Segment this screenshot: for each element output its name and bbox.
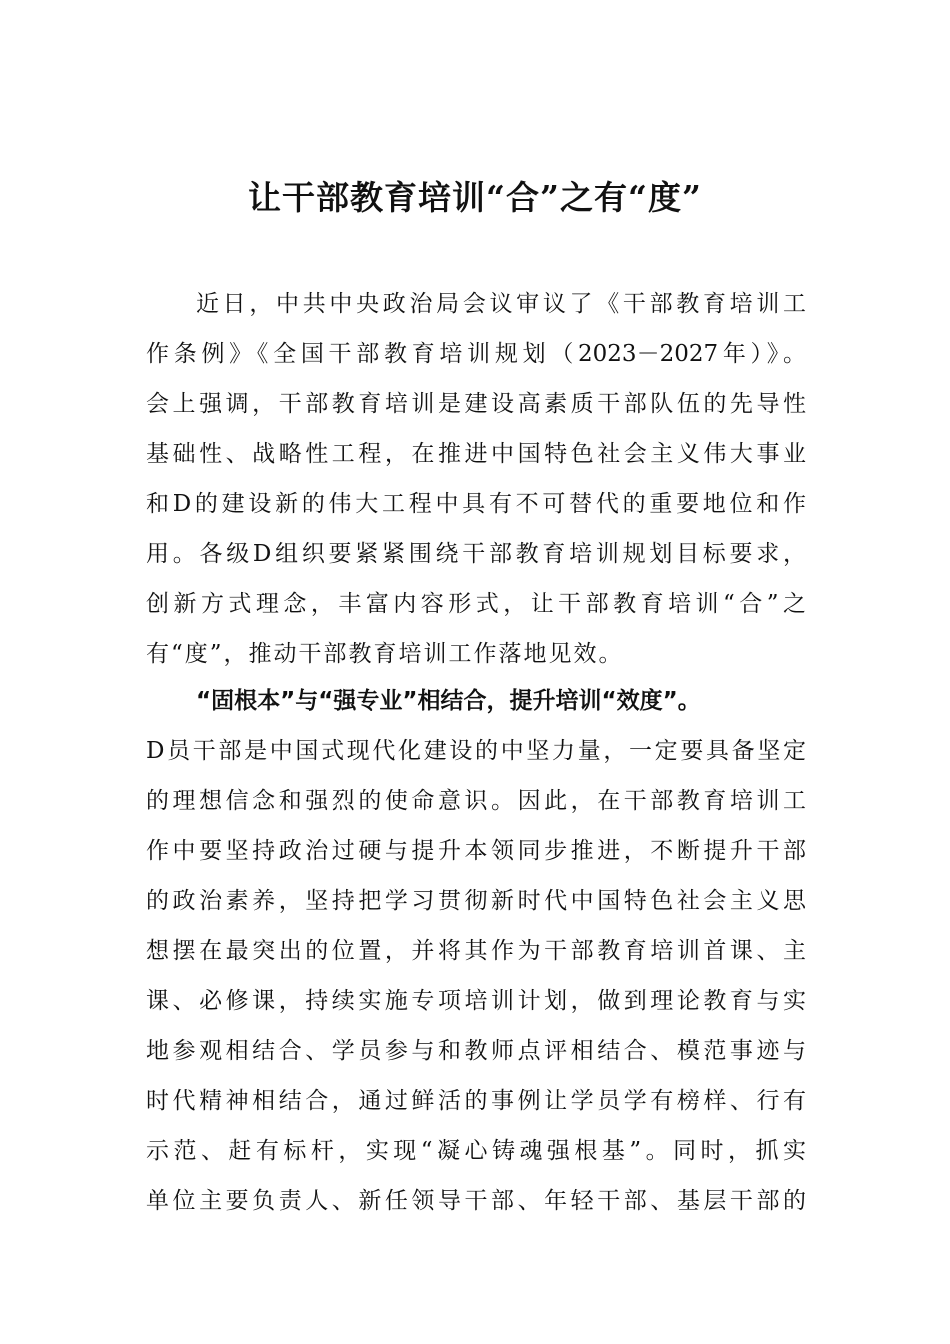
paragraph-line: 作条例》《全国干部教育培训规划（2023－2027年）》。 (146, 341, 806, 367)
section-heading: “固根本”与“强专业”相结合，提升培训“效度”。 (196, 688, 701, 714)
paragraph-line: 想摆在最突出的位置，并将其作为干部教育培训首课、主 (146, 938, 806, 964)
paragraph-line: 用。各级D组织要紧紧围绕干部教育培训规划目标要求， (146, 541, 806, 567)
paragraph-line: 和D的建设新的伟大工程中具有不可替代的重要地位和作 (146, 491, 806, 517)
paragraph-line: 时代精神相结合，通过鲜活的事例让学员学有榜样、行有 (146, 1088, 806, 1114)
paragraph-line: 的理想信念和强烈的使命意识。因此，在干部教育培训工 (146, 788, 806, 814)
document-title: 让干部教育培训“合”之有“度” (248, 178, 702, 217)
paragraph-line: 会上强调，干部教育培训是建设高素质干部队伍的先导性 (146, 391, 806, 417)
paragraph-line: 有“度”，推动干部教育培训工作落地见效。 (146, 641, 624, 667)
paragraph-line: 示范、赶有标杆，实现“凝心铸魂强根基”。同时，抓实 (146, 1138, 806, 1164)
paragraph-line: D员干部是中国式现代化建设的中坚力量，一定要具备坚定 (146, 738, 806, 764)
paragraph-line: 作中要坚持政治过硬与提升本领同步推进，不断提升干部 (146, 838, 806, 864)
paragraph-line: 创新方式理念，丰富内容形式，让干部教育培训“合”之 (146, 591, 806, 617)
paragraph-line: 单位主要负责人、新任领导干部、年轻干部、基层干部的 (146, 1188, 806, 1214)
paragraph-line: 地参观相结合、学员参与和教师点评相结合、模范事迹与 (146, 1038, 806, 1064)
paragraph-line: 的政治素养，坚持把学习贯彻新时代中国特色社会主义思 (146, 888, 806, 914)
paragraph-line: 近日，中共中央政治局会议审议了《干部教育培训工 (196, 291, 806, 317)
paragraph-line: 课、必修课，持续实施专项培训计划，做到理论教育与实 (146, 988, 806, 1014)
paragraph-line: 基础性、战略性工程，在推进中国特色社会主义伟大事业 (146, 441, 806, 467)
